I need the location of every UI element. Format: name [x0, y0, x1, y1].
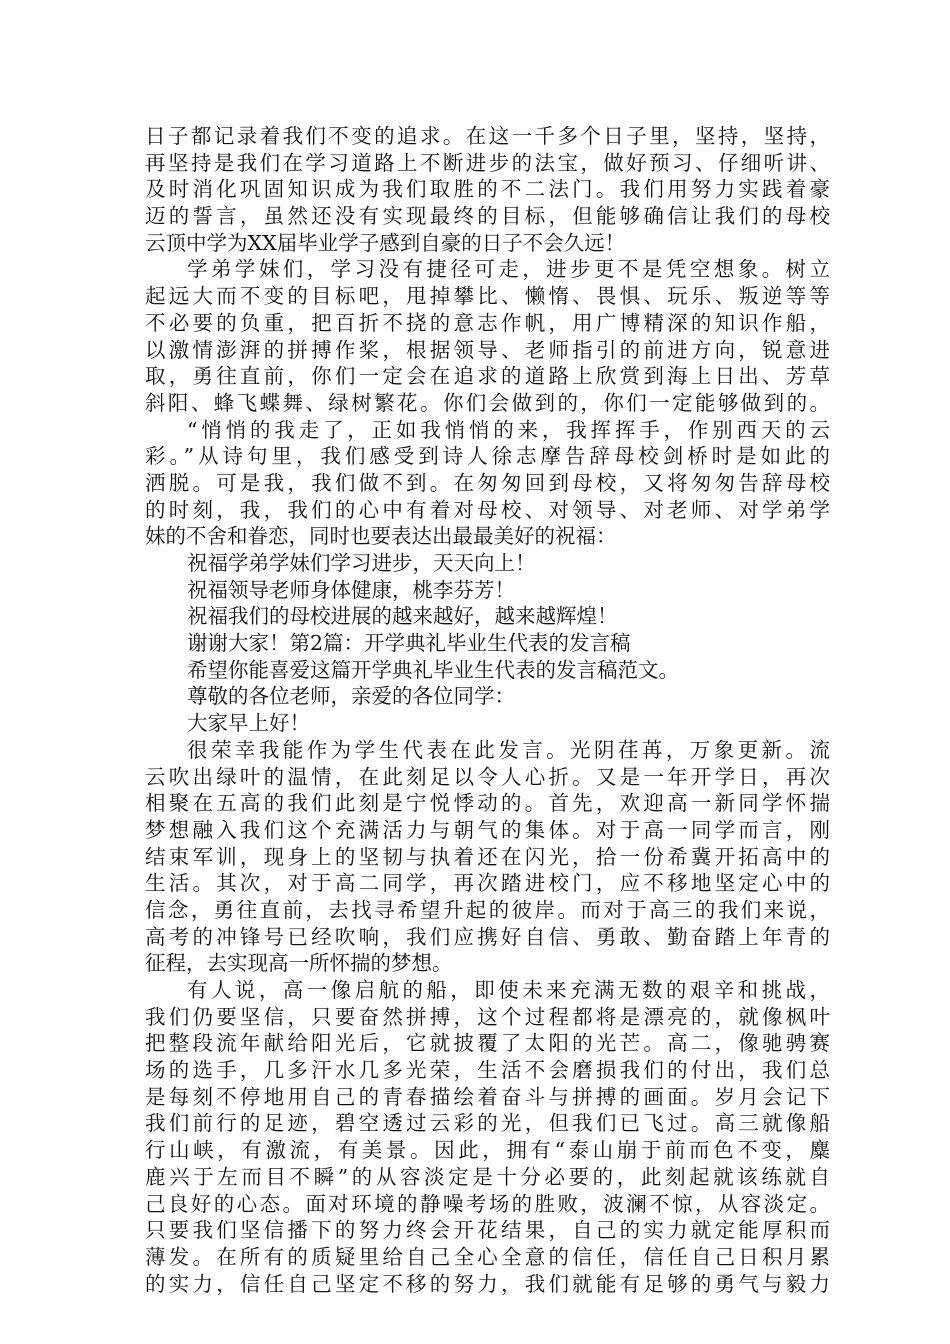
- text-line: 以激情澎湃的拼搏作桨，根据领导、老师指引的前进方向，锐意进: [145, 337, 830, 362]
- text-line: 把整段流年献给阳光后，它就披覆了太阳的光芒。高二，像驰骋赛: [145, 1031, 830, 1056]
- text-line: 大家早上好！: [187, 711, 310, 736]
- text-line: 生活。其次，对于高二同学，再次踏进校门，应不移地坚定心中的: [145, 871, 830, 896]
- text-line: 希望你能喜爱这篇开学典礼毕业生代表的发言稿范文。: [187, 657, 679, 682]
- text-line: 妹的不舍和眷恋，同时也要表达出最最美好的祝福：: [145, 524, 617, 549]
- text-line: 彩。”从诗句里，我们感受到诗人徐志摩告辞母校剑桥时是如此的: [145, 444, 830, 469]
- text-line: 有人说，高一像启航的船，即使未来充满无数的艰辛和挑战，: [187, 978, 830, 1002]
- text-line: 祝福领导老师身体健康，桃李芬芳！: [187, 577, 515, 602]
- text-line: 只要我们坚信播下的努力终会开花结果，自己的实力就定能厚积而: [145, 1218, 830, 1243]
- text-line: 洒脱。可是我，我们做不到。在匆匆回到母校，又将匆匆告辞母校: [145, 470, 830, 495]
- text-line: 相聚在五高的我们此刻是宁悦悸动的。首先，欢迎高一新同学怀揣: [145, 791, 830, 816]
- text-line: 梦想融入我们这个充满活力与朝气的集体。对于高一同学而言，刚: [145, 817, 830, 842]
- text-line: 日子都记录着我们不变的追求。在这一千多个日子里，坚持，坚持，: [145, 124, 830, 148]
- text-line: 云顶中学为XX届毕业学子感到自豪的日子不会久远！: [145, 230, 626, 255]
- text-line: 斜阳、蜂飞蝶舞、绿树繁花。你们会做到的，你们一定能够做到的。: [145, 390, 830, 415]
- text-line: 己良好的心态。面对环境的静噪考场的胜败，波澜不惊，从容淡定。: [145, 1191, 830, 1216]
- text-line: 薄发。在所有的质疑里给自己全心全意的信任，信任自己日积月累: [145, 1244, 830, 1269]
- text-line: 我们前行的足迹，碧空透过云彩的光，但我们已飞过。高三就像船: [145, 1111, 830, 1136]
- text-line: 云吹出绿叶的温情，在此刻足以令人心折。又是一年开学日，再次: [145, 764, 830, 789]
- text-line: 学弟学妹们，学习没有捷径可走，进步更不是凭空想象。树立: [187, 257, 830, 282]
- text-line: 尊敬的各位老师，亲爱的各位同学：: [187, 684, 515, 709]
- text-line: 谢谢大家！第2篇：开学典礼毕业生代表的发言稿: [187, 631, 631, 656]
- document-page: [145, 123, 830, 1297]
- text-line: 行山峡，有激流，有美景。因此，拥有“泰山崩于前而色不变，麋: [145, 1138, 830, 1163]
- text-line: 信念，勇往直前，去找寻希望升起的彼岸。而对于高三的我们来说，: [145, 897, 830, 922]
- text-line: 的实力，信任自己坚定不移的努力，我们就能有足够的勇气与毅力: [145, 1271, 830, 1296]
- text-line: 迈的誓言，虽然还没有实现最终的目标，但能够确信让我们的母校: [145, 204, 830, 229]
- text-line: 鹿兴于左而目不瞬”的从容淡定是十分必要的，此刻起就该练就自: [145, 1164, 830, 1189]
- text-line: “悄悄的我走了，正如我悄悄的来，我挥挥手，作别西天的云: [187, 417, 830, 442]
- text-line: 高考的冲锋号已经吹响，我们应携好自信、勇敢、勤奋踏上年青的: [145, 924, 830, 949]
- text-line: 再坚持是我们在学习道路上不断进步的法宝，做好预习、仔细听讲、: [145, 150, 830, 175]
- text-line: 征程，去实现高一所怀揣的梦想。: [145, 951, 453, 976]
- text-line: 起远大而不变的目标吧，甩掉攀比、懒惰、畏惧、玩乐、叛逆等等: [145, 284, 830, 309]
- text-line: 取，勇往直前，你们一定会在追求的道路上欣赏到海上日出、芳草: [145, 364, 830, 389]
- text-line: 我们仍要坚信，只要奋然拼搏，这个过程都将是漂亮的，就像枫叶: [145, 1004, 830, 1029]
- text-line: 祝福学弟学妹们学习进步，天天向上！: [187, 551, 536, 575]
- text-line: 的时刻，我，我们的心中有着对母校、对领导、对老师、对学弟学: [145, 497, 830, 522]
- text-line: 及时消化巩固知识成为我们取胜的不二法门。我们用努力实践着豪: [145, 177, 830, 202]
- text-line: 很荣幸我能作为学生代表在此发言。光阴荏苒，万象更新。流: [187, 737, 830, 762]
- text-line: 祝福我们的母校进展的越来越好，越来越辉煌！: [187, 604, 618, 629]
- text-line: 结束军训，现身上的坚韧与执着还在闪光，拾一份希冀开拓高中的: [145, 844, 830, 869]
- text-line: 场的选手，几多汗水几多光荣，生活不会磨损我们的付出，我们总: [145, 1058, 830, 1083]
- text-line: 是每刻不停地用自己的青春描绘着奋斗与拼搏的画面。岁月会记下: [145, 1084, 830, 1109]
- text-line: 不必要的负重，把百折不挠的意志作帆，用广博精深的知识作船，: [145, 310, 830, 335]
